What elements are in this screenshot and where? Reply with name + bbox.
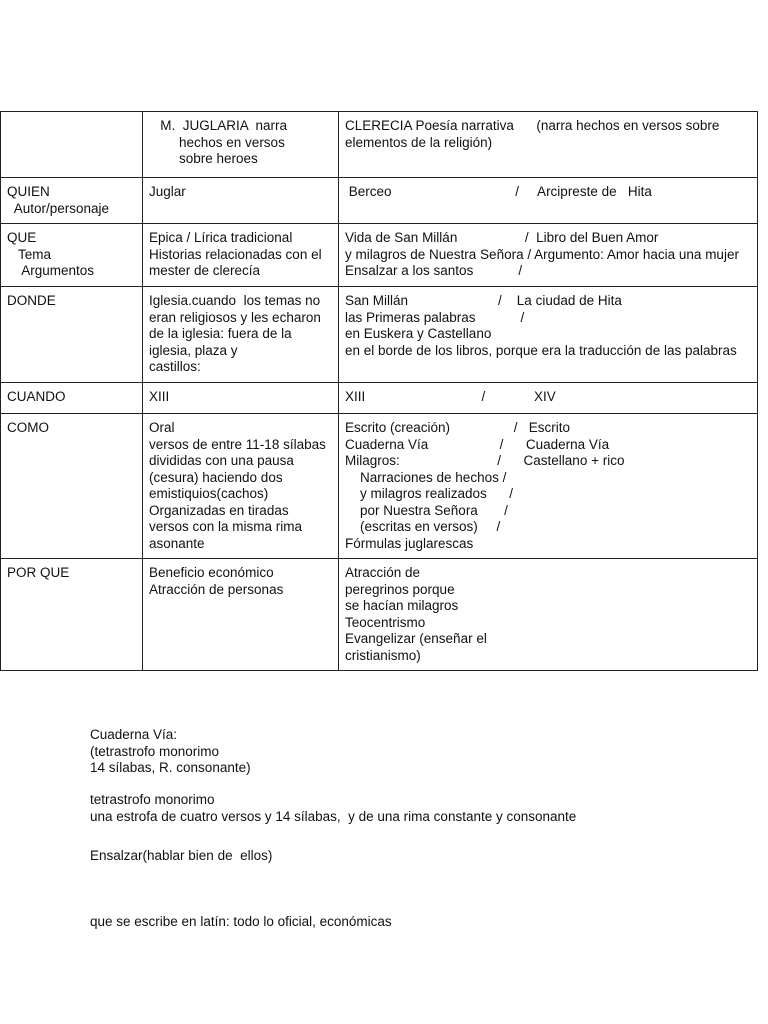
- clerecia-cell: Berceo / Arcipreste de Hita: [339, 178, 758, 224]
- row-label: CUANDO: [1, 383, 143, 414]
- juglaria-cell: Oral versos de entre 11-18 sílabas divididas con una pausa (cesura) haciendo dos emistiquios(cachos) Organizadas en tiradas versos con la misma rima asonante: [143, 414, 339, 559]
- juglaria-cell: Epica / Lírica tradicional Historias relacionadas con el mester de clerecía: [143, 224, 339, 287]
- row-label: COMO: [1, 414, 143, 559]
- row-label: POR QUE: [1, 559, 143, 671]
- row-label: QUE Tema Argumentos: [1, 224, 143, 287]
- note-ensalzar: Ensalzar(hablar bien de ellos): [90, 848, 273, 863]
- table-row-como: [1, 414, 758, 559]
- table-row-por-que: [1, 559, 758, 671]
- clerecia-cell: San Millán / La ciudad de Hita las Primeras palabras / en Euskera y Castellano en el borde de los libros, porque era la traducción de las palabras: [339, 287, 758, 383]
- juglaria-cell: Beneficio económico Atracción de personas: [143, 559, 339, 671]
- note-cuaderna-via: Cuaderna Vía: (tetrastrofo monorimo 14 sílabas, R. consonante): [90, 727, 251, 775]
- clerecia-cell: XIII / XIV: [339, 383, 758, 414]
- row-label: QUIEN Autor/personaje: [1, 178, 143, 224]
- table-row-que: [1, 224, 758, 287]
- clerecia-cell: Vida de San Millán / Libro del Buen Amor y milagros de Nuestra Señora / Argumento: Amor hacia una mujer Ensalzar a los santos /: [339, 224, 758, 287]
- note-latin: que se escribe en latín: todo lo oficial, económicas: [90, 914, 392, 929]
- note-tetrastrofo: tetrastrofo monorimo una estrofa de cuatro versos y 14 sílabas, y de una rima constante y consonante: [90, 792, 577, 824]
- clerecia-cell: Atracción de peregrinos porque se hacían milagros Teocentrismo Evangelizar (enseñar el cristianismo): [339, 559, 758, 671]
- comparison-table: [0, 111, 758, 671]
- juglaria-cell: Juglar: [143, 178, 339, 224]
- row-label: DONDE: [1, 287, 143, 383]
- table-row-cuando: [1, 383, 758, 414]
- juglaria-cell: Iglesia.cuando los temas no eran religiosos y les echaron de la iglesia: fuera de la iglesia, plaza y castillos:: [143, 287, 339, 383]
- table-row-quien: [1, 178, 758, 224]
- clerecia-cell: Escrito (creación) / Escrito Cuaderna Vía / Cuaderna Vía Milagros: / Castellano + rico Narraciones de hechos / y milagros realizados / por Nuestra Señora / (escritas en versos) / Fórmulas juglarescas: [339, 414, 758, 559]
- juglaria-cell: XIII: [143, 383, 339, 414]
- table-header-row: [1, 112, 758, 178]
- header-empty-cell: [1, 112, 143, 178]
- header-juglaria: M. JUGLARIA narra hechos en versos sobre heroes: [143, 112, 339, 178]
- table-row-donde: [1, 287, 758, 383]
- header-clerecia: CLERECIA Poesía narrativa (narra hechos en versos sobre elementos de la religión): [339, 112, 758, 178]
